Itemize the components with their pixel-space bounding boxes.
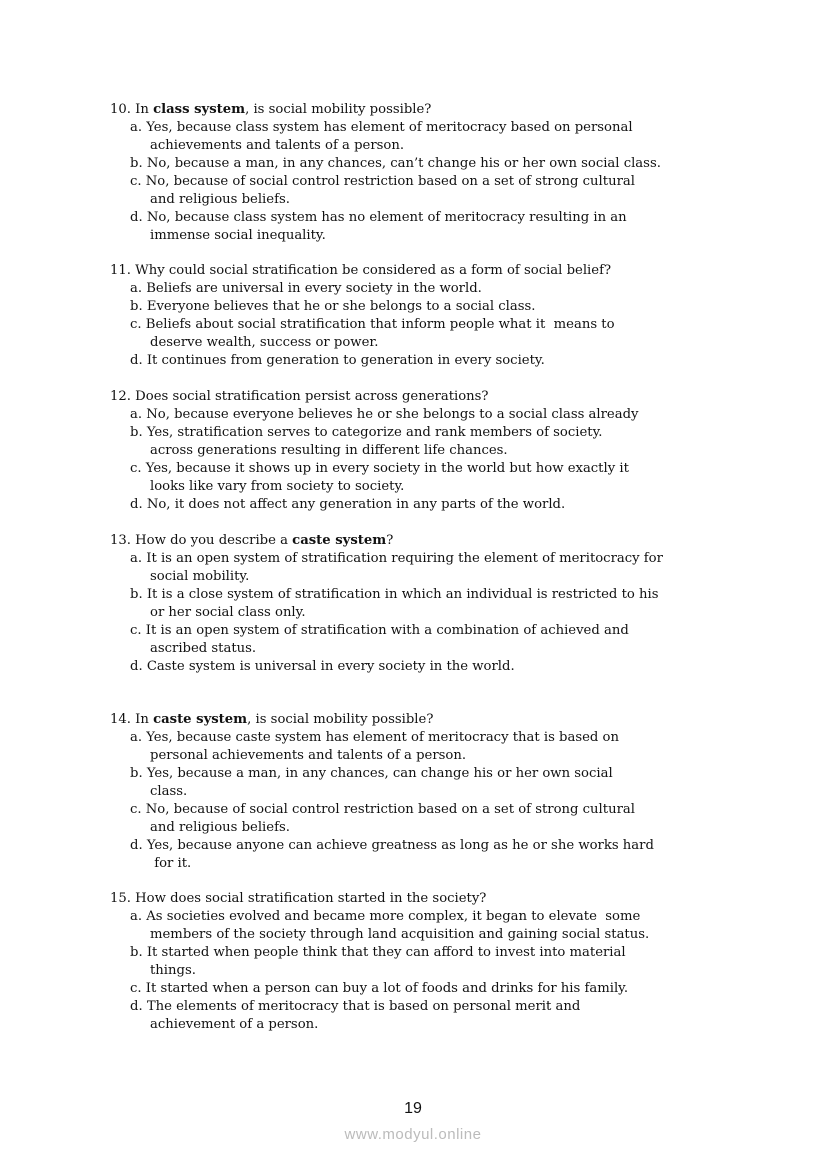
option-continuation: things. [150,963,196,978]
stem-prefix: Why could social stratification be considered as a form of social belief? [130,263,612,278]
option-continuation: achievement of a person. [150,1017,319,1032]
option-continuation: looks like vary from society to society. [150,479,405,494]
option: d. Caste system is universal in every society in the world. [130,659,515,674]
option-continuation: immense social inequality. [150,228,326,243]
stem-prefix: How does social stratification started in the society? [130,891,487,906]
question-stem [110,711,750,729]
question-stem [110,890,750,908]
option-continuation: and religious beliefs. [150,192,290,207]
question-stem [110,101,750,119]
option-continuation: social mobility. [150,569,250,584]
option: a. It is an open system of stratification requiring the element of meritocracy for [130,551,663,566]
question-11 [110,262,750,370]
question-13 [110,532,750,676]
stem-number: 11. [110,263,131,278]
option: a. Yes, because caste system has element of meritocracy that is based on [130,730,619,745]
option-continuation: or her social class only. [150,605,306,620]
option-continuation: members of the society through land acquisition and gaining social status. [150,927,650,942]
stem-suffix: , is social mobility possible? [245,102,432,117]
option-continuation: personal achievements and talents of a person. [150,748,467,763]
stem-bold: caste system [292,533,387,548]
option: b. No, because a man, in any chances, can’t change his or her own social class. [130,156,661,171]
option: a. Beliefs are universal in every society in the world. [130,281,482,296]
question-12 [110,388,750,514]
stem-prefix: In [130,102,154,117]
option-continuation: for it. [150,856,192,871]
page-number: 19 [404,1100,422,1117]
option: a. As societies evolved and became more complex, it began to elevate some [130,909,641,924]
option-continuation: ascribed status. [150,641,257,656]
watermark: www.modyul.online [344,1126,482,1143]
stem-prefix: How do you describe a [130,533,293,548]
option: c. Beliefs about social stratification that inform people what it means to [130,317,615,332]
stem-number: 12. [110,389,131,404]
option: b. Yes, stratification serves to categorize and rank members of society. [130,425,603,440]
option: c. No, because of social control restriction based on a set of strong cultural [130,802,635,817]
option: d. Yes, because anyone can achieve greatness as long as he or she works hard [130,838,654,853]
stem-number: 10. [110,102,131,117]
option: a. No, because everyone believes he or she belongs to a social class already [130,407,639,422]
option-continuation: class. [150,784,188,799]
option: c. It started when a person can buy a lot of foods and drinks for his family. [130,981,629,996]
option-continuation: and religious beliefs. [150,820,290,835]
stem-number: 14. [110,712,131,727]
stem-bold: caste system [153,712,248,727]
stem-prefix: In [130,712,154,727]
question-14 [110,711,750,873]
option: c. It is an open system of stratification with a combination of achieved and [130,623,629,638]
question-15 [110,890,750,1034]
option: d. It continues from generation to generation in every society. [130,353,545,368]
question-stem [110,262,750,280]
question-stem [110,532,750,550]
option: b. It started when people think that they can afford to invest into material [130,945,626,960]
option-continuation: deserve wealth, success or power. [150,335,379,350]
stem-number: 13. [110,533,131,548]
option: c. No, because of social control restriction based on a set of strong cultural [130,174,635,189]
stem-prefix: Does social stratification persist across generations? [130,389,489,404]
stem-suffix: ? [386,533,394,548]
option-continuation: achievements and talents of a person. [150,138,405,153]
option: b. Yes, because a man, in any chances, can change his or her own social [130,766,613,781]
option: d. No, because class system has no element of meritocracy resulting in an [130,210,627,225]
option: d. The elements of meritocracy that is based on personal merit and [130,999,581,1014]
option: a. Yes, because class system has element of meritocracy based on personal [130,120,633,135]
question-10 [110,101,750,245]
option: c. Yes, because it shows up in every society in the world but how exactly it [130,461,629,476]
question-stem [110,388,750,406]
option: d. No, it does not affect any generation in any parts of the world. [130,497,566,512]
stem-suffix: , is social mobility possible? [247,712,434,727]
option: b. It is a close system of stratification in which an individual is restricted to his [130,587,659,602]
option-continuation: across generations resulting in different life chances. [150,443,508,458]
stem-number: 15. [110,891,131,906]
option: b. Everyone believes that he or she belongs to a social class. [130,299,536,314]
stem-bold: class system [153,102,246,117]
